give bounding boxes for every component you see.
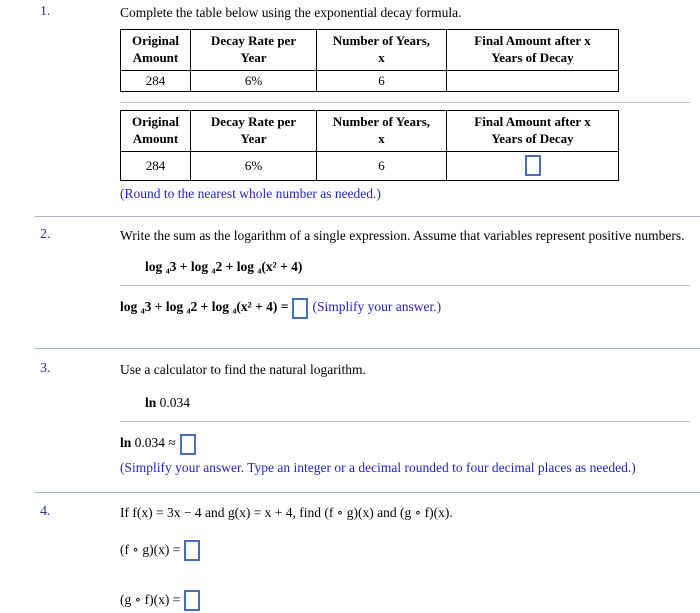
header-original-amount [121, 30, 191, 71]
log-expression-answer-input[interactable] [292, 298, 308, 319]
header-original-amount-line1: Original [132, 33, 179, 49]
log-sum-answer-line [120, 294, 690, 320]
cell-decay-rate: 6% [191, 71, 317, 92]
rounding-note: (Round to the nearest whole number as needed.) [120, 185, 381, 201]
ln-argument: 0.034 [159, 395, 191, 411]
question-table-data-row [121, 71, 619, 92]
header-decay-rate-line1: Decay Rate per [210, 114, 297, 130]
header-decay-rate [191, 30, 317, 71]
problem-3-prompt: Use a calculator to find the natural logarithm. [120, 362, 366, 378]
ln-answer-prefix: 0.034 ≈ [134, 435, 176, 451]
header-decay-rate-line2: Year [240, 50, 267, 66]
g-compose-f-answer-line [120, 587, 690, 613]
problem-3-number: 3. [40, 361, 51, 377]
cell-number-of-years: 6 [317, 71, 447, 92]
f-compose-g-answer-line [120, 537, 690, 563]
simplify-hint: (Simplify your answer.) [312, 299, 442, 315]
problem-2-prompt: Write the sum as the logarithm of a single expression. Assume that variables represent positive numbers. [120, 227, 685, 243]
problem-1-prompt: Complete the table below using the exponential decay formula. [120, 5, 462, 20]
header-original-amount [121, 111, 191, 152]
header-final-amount-line2: Years of Decay [491, 130, 574, 146]
header-final-amount-line2: Years of Decay [491, 50, 574, 66]
problem-4-prompt: If f(x) = 3x − 4 and g(x) = x + 4, find (f ∘ g)(x) and (g ∘ f)(x). [120, 505, 453, 521]
final-amount-answer-input[interactable] [525, 155, 541, 176]
answer-table-data-row [121, 151, 619, 180]
ln-symbol: ln [120, 435, 132, 451]
natural-log-answer-input[interactable] [180, 434, 196, 455]
answer-area-separator [120, 421, 690, 422]
answer-table-header-row [121, 111, 619, 152]
header-original-amount-line2: Amount [132, 130, 179, 146]
f-compose-g-answer-input[interactable] [184, 540, 200, 561]
header-number-of-years [317, 111, 447, 152]
problem-1 [0, 2, 700, 216]
header-original-amount-line2: Amount [132, 50, 179, 66]
exponential-decay-answer-table [120, 110, 619, 181]
header-decay-rate-line2: Year [240, 130, 267, 146]
problem-2 [0, 217, 700, 348]
simplify-rounding-hint: (Simplify your answer. Type an integer or a decimal rounded to four decimal places as needed.) [120, 460, 636, 476]
cell-final-amount-answer [447, 151, 619, 180]
question-table-header-row [121, 30, 619, 71]
header-number-of-years-line1: Number of Years, [332, 33, 431, 49]
f-compose-g-label: (f ∘ g)(x) = [120, 541, 181, 557]
natural-log-expression [145, 395, 690, 411]
natural-log-answer-line [120, 430, 690, 456]
header-original-amount-line1: Original [132, 114, 179, 130]
cell-number-of-years: 6 [317, 151, 447, 180]
log-sum-expression: log ₄3 + log ₄2 + log ₄(x² + 4) [145, 259, 303, 275]
cell-original-amount: 284 [121, 71, 191, 92]
header-final-amount-line1: Final Amount after x [474, 33, 591, 49]
header-number-of-years-line1: Number of Years, [332, 114, 431, 130]
header-final-amount-line1: Final Amount after x [474, 114, 591, 130]
header-number-of-years [317, 30, 447, 71]
header-number-of-years-line2: x [378, 50, 385, 66]
header-decay-rate [191, 111, 317, 152]
header-number-of-years-line2: x [378, 130, 385, 146]
answer-area-separator [120, 285, 690, 286]
ln-symbol: ln [145, 395, 157, 411]
header-decay-rate-line1: Decay Rate per [210, 33, 297, 49]
problem-4 [0, 493, 700, 612]
cell-final-amount-empty [447, 71, 619, 92]
problem-2-number: 2. [40, 226, 51, 242]
exponential-decay-question-table [120, 29, 619, 92]
log-sum-answer-prefix: log ₄3 + log ₄2 + log ₄(x² + 4) = [120, 299, 289, 315]
cell-decay-rate: 6% [191, 151, 317, 180]
g-compose-f-answer-input[interactable] [184, 590, 200, 611]
header-final-amount [447, 111, 619, 152]
problem-4-number: 4. [40, 504, 51, 520]
g-compose-f-label: (g ∘ f)(x) = [120, 591, 181, 607]
cell-original-amount: 284 [121, 151, 191, 180]
problem-3 [0, 349, 700, 492]
problem-1-number: 1. [40, 4, 51, 19]
answer-area-separator [120, 102, 690, 103]
header-final-amount [447, 30, 619, 71]
